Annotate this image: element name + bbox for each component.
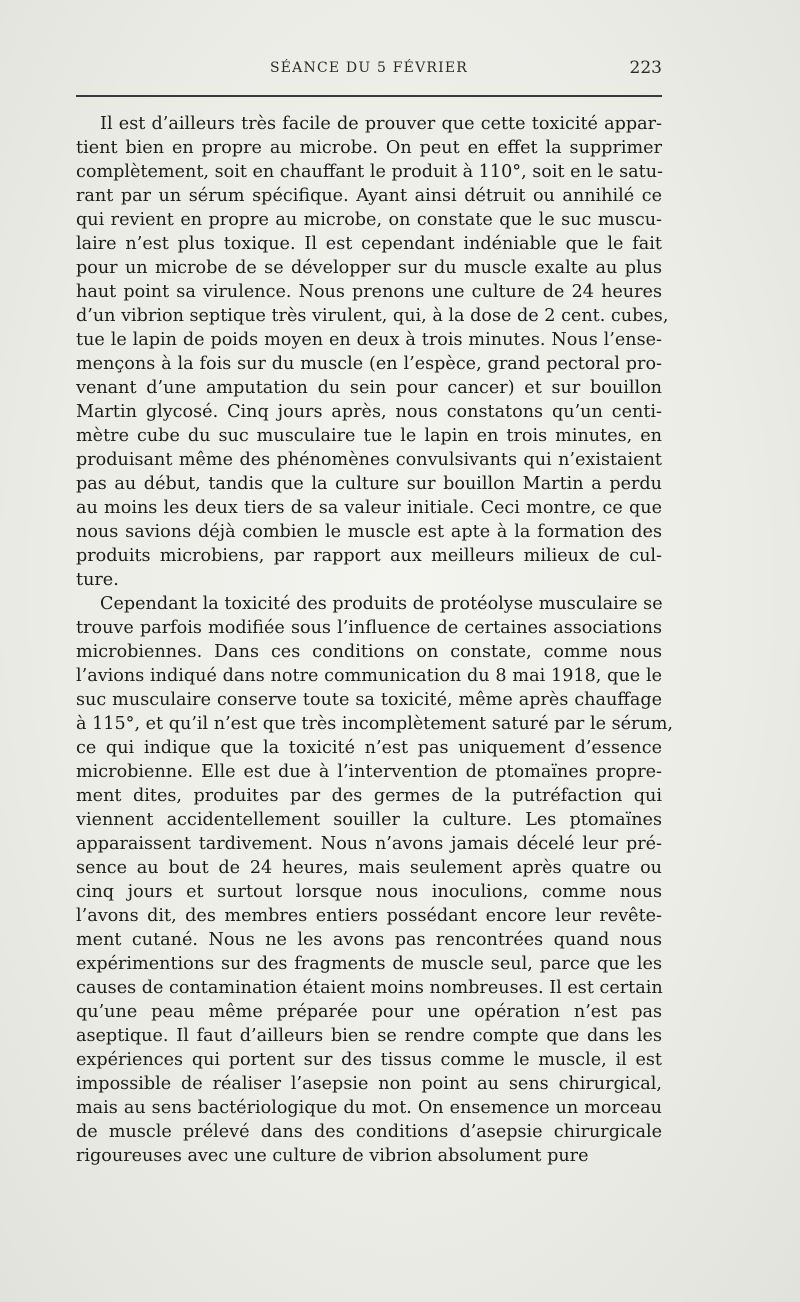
text-line: Martin glycosé. Cinq jours après, nous constatons qu’un centi-	[76, 402, 662, 422]
text-line: qui revient en propre au microbe, on constate que le suc muscu-	[76, 210, 662, 230]
paragraph	[76, 592, 674, 1168]
body-text	[76, 112, 674, 1168]
text-line: sence au bout de 24 heures, mais seulement après quatre ou	[76, 858, 662, 878]
text-line: tue le lapin de poids moyen en deux à trois minutes. Nous l’ense-	[76, 330, 662, 350]
text-line: trouve parfois modifiée sous l’influence de certaines associations	[76, 618, 662, 638]
paragraph	[76, 112, 669, 592]
text-line: laire n’est plus toxique. Il est cependant indéniable que le fait	[76, 234, 662, 254]
header-rule	[76, 95, 662, 97]
text-line: mais au sens bactériologique du mot. On ensemence un morceau	[76, 1098, 662, 1118]
text-line: apparaissent tardivement. Nous n’avons jamais décelé leur pré-	[76, 834, 662, 854]
text-line: à 115°, et qu’il n’est que très incomplètement saturé par le sérum,	[76, 714, 674, 734]
text-line: l’avions indiqué dans notre communication du 8 mai 1918, que le	[76, 666, 662, 686]
text-line: impossible de réaliser l’asepsie non point au sens chirurgical,	[76, 1074, 662, 1094]
text-line: complètement, soit en chauffant le produit à 110°, soit en le satu-	[76, 162, 663, 182]
running-head: SÉANCE DU 5 FÉVRIER	[269, 60, 469, 76]
text-line: pas au début, tandis que la culture sur bouillon Martin a perdu	[76, 474, 662, 494]
text-line: microbiennes. Dans ces conditions on constate, comme nous	[76, 642, 662, 662]
text-line: produisant même des phénomènes convulsivants qui n’existaient	[76, 450, 662, 470]
text-line: Il est d’ailleurs très facile de prouver que cette toxicité appar-	[100, 114, 662, 134]
text-line: ment dites, produites par des germes de la putréfaction qui	[76, 786, 662, 806]
text-line: ment cutané. Nous ne les avons pas rencontrées quand nous	[76, 930, 662, 950]
text-line: qu’une peau même préparée pour une opération n’est pas	[76, 1002, 662, 1022]
page-header	[76, 58, 662, 84]
text-line: Cependant la toxicité des produits de protéolyse musculaire se	[100, 594, 663, 614]
text-line: tient bien en propre au microbe. On peut en effet la supprimer	[76, 138, 662, 158]
text-line: microbienne. Elle est due à l’intervention de ptomaïnes propre-	[76, 762, 662, 782]
text-line: venant d’une amputation du sein pour cancer) et sur bouillon	[76, 378, 662, 398]
text-line: expérimentions sur des fragments de muscle seul, parce que les	[76, 954, 662, 974]
text-line: au moins les deux tiers de sa valeur initiale. Ceci montre, ce que	[76, 498, 662, 518]
text-line: ture.	[76, 570, 119, 590]
text-line: aseptique. Il faut d’ailleurs bien se rendre compte que dans les	[76, 1026, 662, 1046]
text-line: cinq jours et surtout lorsque nous inoculions, comme nous	[76, 882, 662, 902]
text-line: rant par un sérum spécifique. Ayant ainsi détruit ou annihilé ce	[76, 186, 662, 206]
text-line: produits microbiens, par rapport aux meilleurs milieux de cul-	[76, 546, 662, 566]
text-line: suc musculaire conserve toute sa toxicité, même après chauffage	[76, 690, 662, 710]
text-line: d’un vibrion septique très virulent, qui, à la dose de 2 cent. cubes,	[76, 306, 669, 326]
text-line: l’avons dit, des membres entiers possédant encore leur revête-	[76, 906, 662, 926]
text-line: pour un microbe de se développer sur du muscle exalte au plus	[76, 258, 662, 278]
text-line: mètre cube du suc musculaire tue le lapin en trois minutes, en	[76, 426, 662, 446]
page-number: 223	[629, 58, 662, 78]
text-line: haut point sa virulence. Nous prenons une culture de 24 heures	[76, 282, 662, 302]
text-line: ce qui indique que la toxicité n’est pas uniquement d’essence	[76, 738, 662, 758]
text-line: causes de contamination étaient moins nombreuses. Il est certain	[76, 978, 663, 998]
text-line: viennent accidentellement souiller la culture. Les ptomaïnes	[76, 810, 662, 830]
text-line: mençons à la fois sur du muscle (en l’espèce, grand pectoral pro-	[76, 354, 662, 374]
text-line: rigoureuses avec une culture de vibrion absolument pure	[76, 1146, 589, 1166]
text-line: de muscle prélevé dans des conditions d’asepsie chirurgicale	[76, 1122, 662, 1142]
text-line: nous savions déjà combien le muscle est apte à la formation des	[76, 522, 662, 542]
text-line: expériences qui portent sur des tissus comme le muscle, il est	[76, 1050, 662, 1070]
